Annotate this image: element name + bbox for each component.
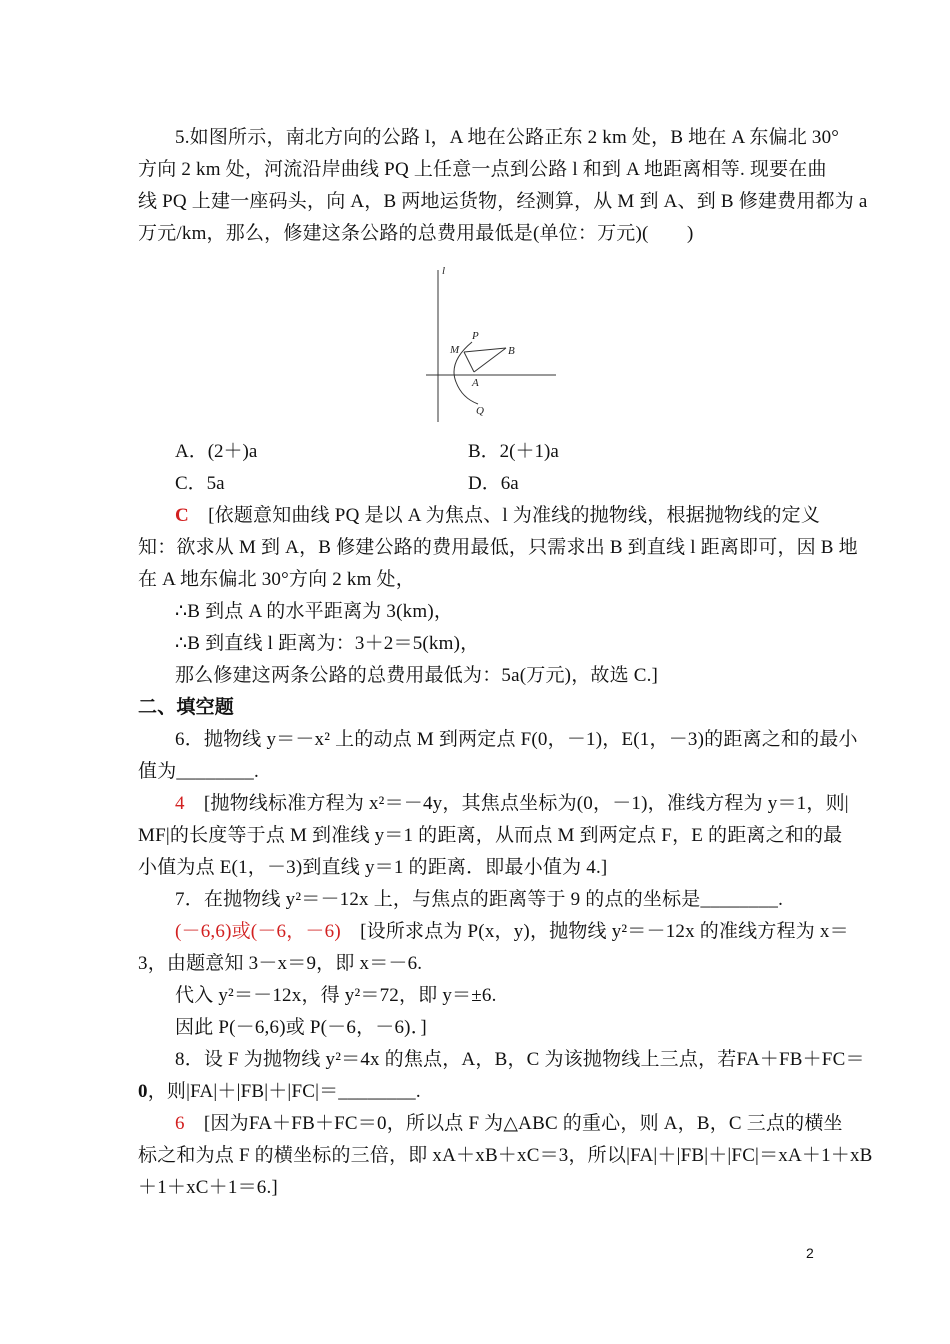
label-l: l [442, 265, 446, 277]
q8-solution-line-2: 标之和为点 F 的横坐标的三倍，即 xA＋xB＋xC＝3，所以|FA|＋|FB|＋|FC|＝xA＋1＋xB [138, 1145, 873, 1166]
page-number: 2 [806, 1245, 814, 1261]
section-heading: 二、填空题 [138, 697, 235, 718]
q5-stem-line-2: 方向 2 km 处，河流沿岸曲线 PQ 上任意一点到公路 l 和到 A 地距离相等. 现要在曲 [138, 159, 827, 180]
label-p: P [472, 330, 479, 342]
segment-ab [474, 348, 506, 372]
q5-stem-line-1: 5.如图所示，南北方向的公路 l，A 地在公路正东 2 km 处，B 地在 A 东偏北 30° [175, 127, 840, 148]
parabola-figure [420, 262, 560, 422]
q5-solution-line-5: ∴B 到直线 l 距离为：3＋2＝5(km)， [175, 633, 480, 654]
q5-solution-line-4: ∴B 到点 A 的水平距离为 3(km)， [175, 601, 454, 622]
q8-stem-line-2: 0，则|FA|＋|FB|＋|FC|＝________. [138, 1081, 421, 1102]
q7-solution-line-2: 3，由题意知 3－x＝9，即 x＝－6. [138, 953, 423, 974]
q6-solution-line-2: MF|的长度等于点 M 到准线 y＝1 的距离，从而点 M 到两定点 F，E 的距离之和的最 [138, 825, 843, 846]
label-a: A [472, 377, 479, 389]
q6-stem-line-2: 值为________. [138, 761, 259, 782]
q6-stem-line-1: 6．抛物线 y＝－x² 上的动点 M 到两定点 F(0，－1)，E(1，－3)的距离之和的最小 [175, 729, 858, 750]
q5-choice-b: B．2(＋1)a [468, 441, 559, 462]
q8-answer: 6 [175, 1113, 185, 1134]
q5-choice-c: C．5a [175, 473, 225, 494]
q5-answer: C [175, 505, 189, 526]
q5-solution-line-2: 知：欲求从 M 到 A，B 修建公路的费用最低，只需求出 B 到直线 l 距离即可，因 B 地 [138, 537, 858, 558]
label-b: B [508, 345, 515, 357]
q8-zero-vector: 0 [138, 1081, 148, 1102]
q7-answer: (－6,6)或(－6，－6) [175, 921, 341, 942]
q6-answer: 4 [175, 793, 185, 814]
q7-solution-line-1: (－6,6)或(－6，－6) [设所求点为 P(x，y)，抛物线 y²＝－12x 的准线方程为 x＝ [175, 921, 849, 942]
q5-solution-line-1: C [依题意知曲线 PQ 是以 A 为焦点、l 为准线的抛物线，根据抛物线的定义 [175, 505, 821, 526]
q7-solution-line-3: 代入 y²＝－12x，得 y²＝72，即 y＝±6. [175, 985, 497, 1006]
label-m: M [450, 344, 460, 356]
q7-solution-line-4: 因此 P(－6,6)或 P(－6，－6)．] [175, 1017, 427, 1038]
segment-ma [464, 352, 474, 372]
q6-solution-line-3: 小值为点 E(1，－3)到直线 y＝1 的距离．即最小值为 4.] [138, 857, 608, 878]
q7-stem: 7．在抛物线 y²＝－12x 上，与焦点的距离等于 9 的点的坐标是________. [175, 889, 784, 910]
q8-solution-line-3: ＋1＋xC＋1＝6.] [138, 1177, 278, 1198]
q6-solution-line-1: 4 [抛物线标准方程为 x²＝－4y，其焦点坐标为(0，－1)，准线方程为 y＝1，则| [175, 793, 849, 814]
label-q: Q [476, 405, 484, 417]
q5-stem-line-4: 万元/km，那么，修建这条公路的总费用最低是(单位：万元)( ) [138, 223, 694, 244]
q5-choice-d: D．6a [468, 473, 519, 494]
q5-solution-line-3: 在 A 地东偏北 30°方向 2 km 处， [138, 569, 415, 590]
segment-mb [464, 348, 506, 352]
q5-stem-line-3: 线 PQ 上建一座码头，向 A，B 两地运货物，经测算，从 M 到 A、到 B 修建费用都为 a [138, 191, 868, 212]
q5-choice-a: A．(2＋)a [175, 441, 258, 462]
q8-solution-line-1: 6 [因为FA＋FB＋FC＝0，所以点 F 为△ABC 的重心，则 A，B，C 三点的横坐 [175, 1113, 843, 1134]
q5-solution-line-6: 那么修建这两条公路的总费用最低为：5a(万元)，故选 C.] [175, 665, 659, 686]
q8-stem-line-1: 8．设 F 为抛物线 y²＝4x 的焦点，A，B，C 为该抛物线上三点，若FA＋FB＋FC＝ [175, 1049, 865, 1070]
